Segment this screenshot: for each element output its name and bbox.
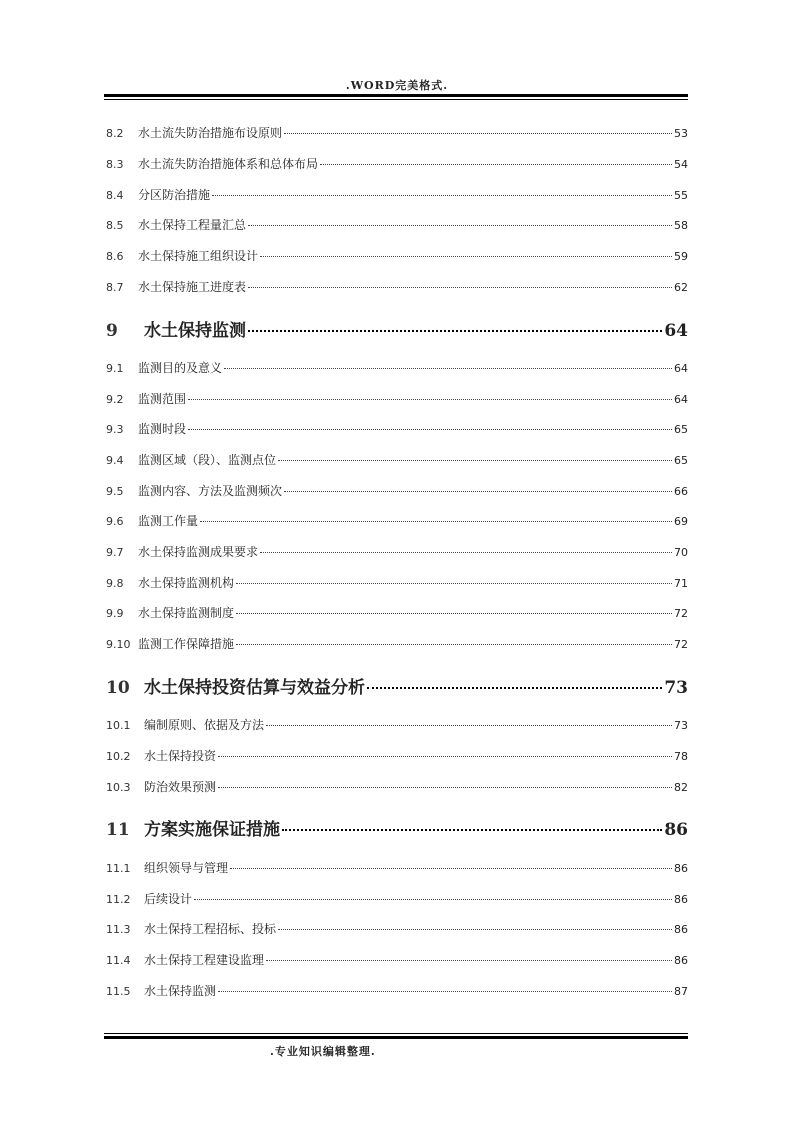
toc-dot-leader [200,521,672,522]
toc-entry[interactable] [106,890,688,908]
toc-entry[interactable] [106,124,688,142]
toc-entry-page: 64 [674,362,688,375]
toc-entry-page: 73 [674,719,688,732]
toc-entry-title: 水土保持监测成果要求 [138,545,259,559]
toc-entry-number: 11.5 [106,985,131,998]
toc-entry-number: 10.3 [106,781,131,794]
toc-entry[interactable] [106,982,688,1000]
toc-entry-number: 9.10 [106,638,131,651]
toc-entry-title: 水土保持施工组织设计 [138,249,259,263]
toc-entry-title: 后续设计 [144,892,193,906]
toc-entry-title: 水土保持监测制度 [138,606,235,620]
toc-dot-leader [260,256,672,257]
toc-dot-leader [224,368,672,369]
toc-entry-number: 8.7 [106,281,124,294]
toc-entry-title: 水土保持施工进度表 [138,280,247,294]
toc-chapter-entry[interactable] [106,316,688,340]
toc-entry-title: 监测目的及意义 [138,361,223,375]
toc-entry[interactable] [106,747,688,765]
page-footer: .专业知识编辑整理. [270,1045,376,1058]
toc-chapter-entry[interactable] [106,815,688,839]
toc-dot-leader [278,460,672,461]
toc-dot-leader [236,613,672,614]
toc-entry-page: 66 [674,485,688,498]
toc-entry-number: 10 [106,678,130,698]
toc-entry-page: 53 [674,127,688,140]
toc-entry-number: 11.3 [106,923,131,936]
toc-entry-number: 11.2 [106,893,131,906]
toc-entry-title: 监测内容、方法及监测频次 [138,484,283,498]
toc-dot-leader [278,929,672,930]
toc-entry-number: 9.9 [106,607,124,620]
toc-entry-title: 监测时段 [138,422,187,436]
toc-entry-number: 10.1 [106,719,131,732]
toc-entry[interactable] [106,512,688,530]
toc-dot-leader [284,491,672,492]
toc-dot-leader [320,164,672,165]
toc-entry-title: 分区防治措施 [138,188,211,202]
toc-entry-number: 8.6 [106,250,124,263]
toc-entry-page: 58 [674,219,688,232]
toc-dot-leader [194,899,672,900]
toc-entry[interactable] [106,186,688,204]
toc-dot-leader [236,644,672,645]
toc-entry-number: 8.3 [106,158,124,171]
toc-dot-leader [367,687,662,689]
toc-entry-page: 55 [674,189,688,202]
toc-entry-page: 65 [674,454,688,467]
toc-entry[interactable] [106,574,688,592]
toc-entry-title: 监测工作量 [138,514,199,528]
toc-entry[interactable] [106,359,688,377]
toc-entry-page: 64 [674,393,688,406]
footer-rule-thick [104,1036,688,1039]
toc-entry-page: 64 [664,321,688,341]
toc-entry[interactable] [106,482,688,500]
toc-entry-number: 11 [106,820,130,840]
toc-entry-page: 78 [674,750,688,763]
toc-entry-page: 72 [674,638,688,651]
toc-entry[interactable] [106,778,688,796]
toc-entry-title: 监测范围 [138,392,187,406]
toc-entry-page: 86 [674,893,688,906]
toc-entry-page: 86 [674,923,688,936]
toc-entry-number: 9.3 [106,423,124,436]
header-rule-thin [104,99,688,100]
toc-entry[interactable] [106,247,688,265]
toc-entry-number: 9.5 [106,485,124,498]
toc-entry-title: 组织领导与管理 [144,861,229,875]
toc-dot-leader [266,725,672,726]
toc-entry-title: 监测工作保障措施 [138,637,235,651]
toc-entry-title: 水土保持工程招标、投标 [144,922,277,936]
toc-entry-page: 73 [664,678,688,698]
toc-entry-number: 9.8 [106,577,124,590]
header-rule-thick [104,94,688,97]
toc-entry[interactable] [106,543,688,561]
toc-entry[interactable] [106,216,688,234]
toc-entry-title: 防治效果预测 [144,780,217,794]
toc-entry-number: 8.4 [106,189,124,202]
toc-entry[interactable] [106,155,688,173]
page-header: .WORD完美格式. [345,79,449,92]
toc-entry[interactable] [106,920,688,938]
toc-entry-title: 水土保持监测 [144,984,217,998]
toc-dot-leader [188,429,672,430]
toc-entry-page: 70 [674,546,688,559]
toc-entry-number: 9 [106,321,118,341]
toc-entry-number: 9.6 [106,515,124,528]
toc-entry-title: 水土流失防治措施布设原则 [138,126,283,140]
toc-entry-page: 72 [674,607,688,620]
toc-dot-leader [218,991,672,992]
toc-dot-leader [188,399,672,400]
toc-entry[interactable] [106,278,688,296]
toc-entry[interactable] [106,635,688,653]
toc-entry-number: 11.1 [106,862,131,875]
toc-entry-title: 水土保持投资 [144,749,217,763]
toc-entry-title: 监测区域（段）、监测点位 [138,453,277,467]
toc-entry-page: 54 [674,158,688,171]
toc-entry[interactable] [106,859,688,877]
toc-entry-number: 8.5 [106,219,124,232]
toc-dot-leader [248,225,672,226]
toc-entry-page: 86 [674,954,688,967]
toc-entry-page: 59 [674,250,688,263]
toc-entry-title: 方案实施保证措施 [144,820,280,840]
toc-dot-leader [230,868,672,869]
toc-entry-title: 水土保持工程量汇总 [138,218,247,232]
toc-entry[interactable] [106,451,688,469]
toc-dot-leader [218,756,672,757]
toc-dot-leader [248,330,662,332]
toc-entry-page: 71 [674,577,688,590]
toc-dot-leader [260,552,672,553]
toc-dot-leader [282,829,662,831]
toc-entry[interactable] [106,716,688,734]
toc-entry[interactable] [106,420,688,438]
toc-entry[interactable] [106,604,688,622]
toc-entry-page: 86 [674,862,688,875]
toc-dot-leader [284,133,672,134]
toc-entry-number: 9.4 [106,454,124,467]
toc-entry-page: 62 [674,281,688,294]
toc-entry-number: 9.7 [106,546,124,559]
toc-entry-title: 水土保持监测 [144,321,246,341]
toc-dot-leader [218,787,672,788]
toc-entry-title: 编制原则、依据及方法 [144,718,265,732]
toc-entry[interactable] [106,951,688,969]
toc-entry-number: 9.1 [106,362,124,375]
toc-entry[interactable] [106,390,688,408]
toc-entry-number: 10.2 [106,750,131,763]
toc-entry-title: 水土保持工程建设监理 [144,953,265,967]
toc-chapter-entry[interactable] [106,673,688,697]
toc-entry-page: 82 [674,781,688,794]
toc-entry-title: 水土保持监测机构 [138,576,235,590]
toc-dot-leader [248,287,672,288]
toc-entry-page: 86 [664,820,688,840]
toc-entry-number: 8.2 [106,127,124,140]
toc-dot-leader [266,960,672,961]
toc-entry-page: 65 [674,423,688,436]
toc-dot-leader [236,583,672,584]
toc-entry-title: 水土流失防治措施体系和总体布局 [138,157,319,171]
toc-entry-number: 9.2 [106,393,124,406]
toc-dot-leader [212,195,672,196]
toc-entry-number: 11.4 [106,954,131,967]
toc-entry-page: 69 [674,515,688,528]
toc-entry-title: 水土保持投资估算与效益分析 [144,678,365,698]
footer-rule-thin [104,1033,688,1034]
toc-entry-page: 87 [674,985,688,998]
